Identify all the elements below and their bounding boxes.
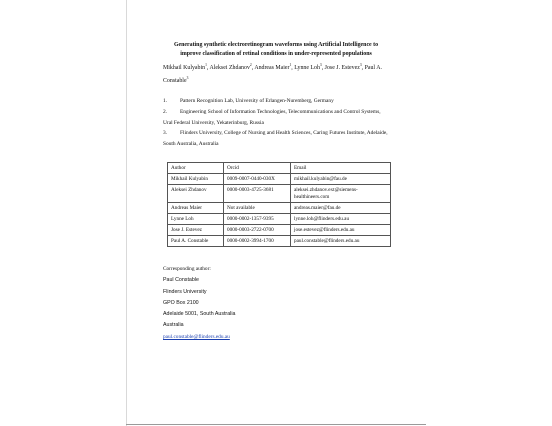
- table-cell: mikhail.kulyabin@fau.de: [291, 174, 391, 185]
- author-name: Paul A. Constable: [163, 65, 382, 84]
- affiliation-item: [163, 96, 391, 107]
- corresponding-author-organisation: Flinders University: [163, 288, 207, 295]
- table-cell: jose.estevez@flinders.edu.au: [291, 225, 391, 236]
- table-cell: andreas.maier@fau.de: [291, 203, 391, 214]
- table-header-row: [168, 163, 391, 174]
- table-cell: Andreas Maier: [168, 203, 224, 214]
- table-cell: 0000-0003-2722-0700: [224, 225, 291, 236]
- author-name: Mikhail Kulyabin: [163, 65, 206, 71]
- table-header-cell: Orcid: [224, 163, 291, 174]
- table-row: [168, 214, 391, 225]
- page-bottom-edge: [126, 424, 426, 425]
- corresponding-author-name: Paul Constable: [163, 277, 199, 284]
- table-cell: 0000-0002-1357-9395: [224, 214, 291, 225]
- corresponding-author-email-link[interactable]: paul.constable@flinders.edu.au: [163, 333, 230, 340]
- author-contact-table: [167, 162, 391, 247]
- author-list: Mikhail Kulyabin$^1$, Aleksei Zhdanov$^2$, Andreas Maier$^1$, Lynne Loh$^3$, Jose J. Estevez$^3$, Paul A. Constable$^3$: [163, 63, 382, 84]
- table-cell: 0000-0002-3994-1700: [224, 236, 291, 247]
- table-row: [168, 174, 391, 185]
- table-cell: Jose J. Estevez: [168, 225, 224, 236]
- corresponding-author-heading: Corresponding author:: [163, 266, 211, 272]
- affiliation-text: Engineering School of Information Technologies, Telecommunications and Control Systems, Ural Federal University, Yekaterinburg, Russia: [163, 109, 381, 126]
- table-cell: Paul A. Constable: [168, 236, 224, 247]
- table-row: [168, 185, 391, 203]
- author-name: Lynne Loh: [294, 65, 320, 71]
- author-affiliation-mark: 3: [359, 63, 362, 68]
- affiliation-item: [163, 107, 391, 129]
- table-row: [168, 225, 391, 236]
- affiliation-text: Pattern Recognition Lab, University of Erlangen-Nuremberg, Germany: [180, 98, 334, 104]
- affiliation-number: 2.: [163, 109, 168, 115]
- table-cell: Aleksei Zhdanov: [168, 185, 224, 203]
- table-cell: paul.constable@flinders.edu.au: [291, 236, 391, 247]
- table-cell: Lynne Loh: [168, 214, 224, 225]
- author-affiliation-mark: 3: [186, 76, 189, 81]
- table-cell: 0009-0007-0440-030X: [224, 174, 291, 185]
- author-affiliation-mark: 1: [289, 63, 292, 68]
- affiliation-text: Flinders University, College of Nursing and Health Sciences, Caring Futures Institute, Adelaide, South Australia, Australia: [163, 130, 388, 147]
- corresponding-author-po-box: GPO Box 2100: [163, 299, 199, 306]
- corresponding-author-country: Australia: [163, 322, 184, 329]
- affiliation-number: 1.: [163, 98, 168, 104]
- table-cell: Mikhail Kulyabin: [168, 174, 224, 185]
- table-row: [168, 203, 391, 214]
- author-name: Jose J. Estevez: [324, 65, 360, 71]
- author-name: Aleksei Zhdanov: [209, 65, 250, 71]
- author-name: Andreas Maier: [254, 65, 290, 71]
- page-left-edge: [126, 0, 127, 426]
- table-row: [168, 236, 391, 247]
- corresponding-author-city: Adelaide 5001, South Australia: [163, 311, 236, 318]
- table-cell: 0000-0003-4725-3681: [224, 185, 291, 203]
- author-affiliation-mark: 3: [319, 63, 322, 68]
- table-header-cell: Author: [168, 163, 224, 174]
- table-cell: aleksei.zhdanov.ext@siemens-healthineers.com: [291, 185, 391, 203]
- affiliation-item: [163, 128, 391, 150]
- table-cell: lynne.loh@flinders.edu.au: [291, 214, 391, 225]
- author-affiliation-mark: 1: [205, 63, 207, 68]
- table-header-cell: Email: [291, 163, 391, 174]
- table-cell: Not available: [224, 203, 291, 214]
- affiliation-number: 3.: [163, 130, 168, 136]
- author-affiliation-mark: 2: [249, 63, 252, 68]
- corresponding-author-block: [163, 264, 235, 343]
- paper-title: Generating synthetic electroretinogram waveforms using Artificial Intelligence to improve classification of retinal conditions in under-represented populations: [173, 42, 379, 57]
